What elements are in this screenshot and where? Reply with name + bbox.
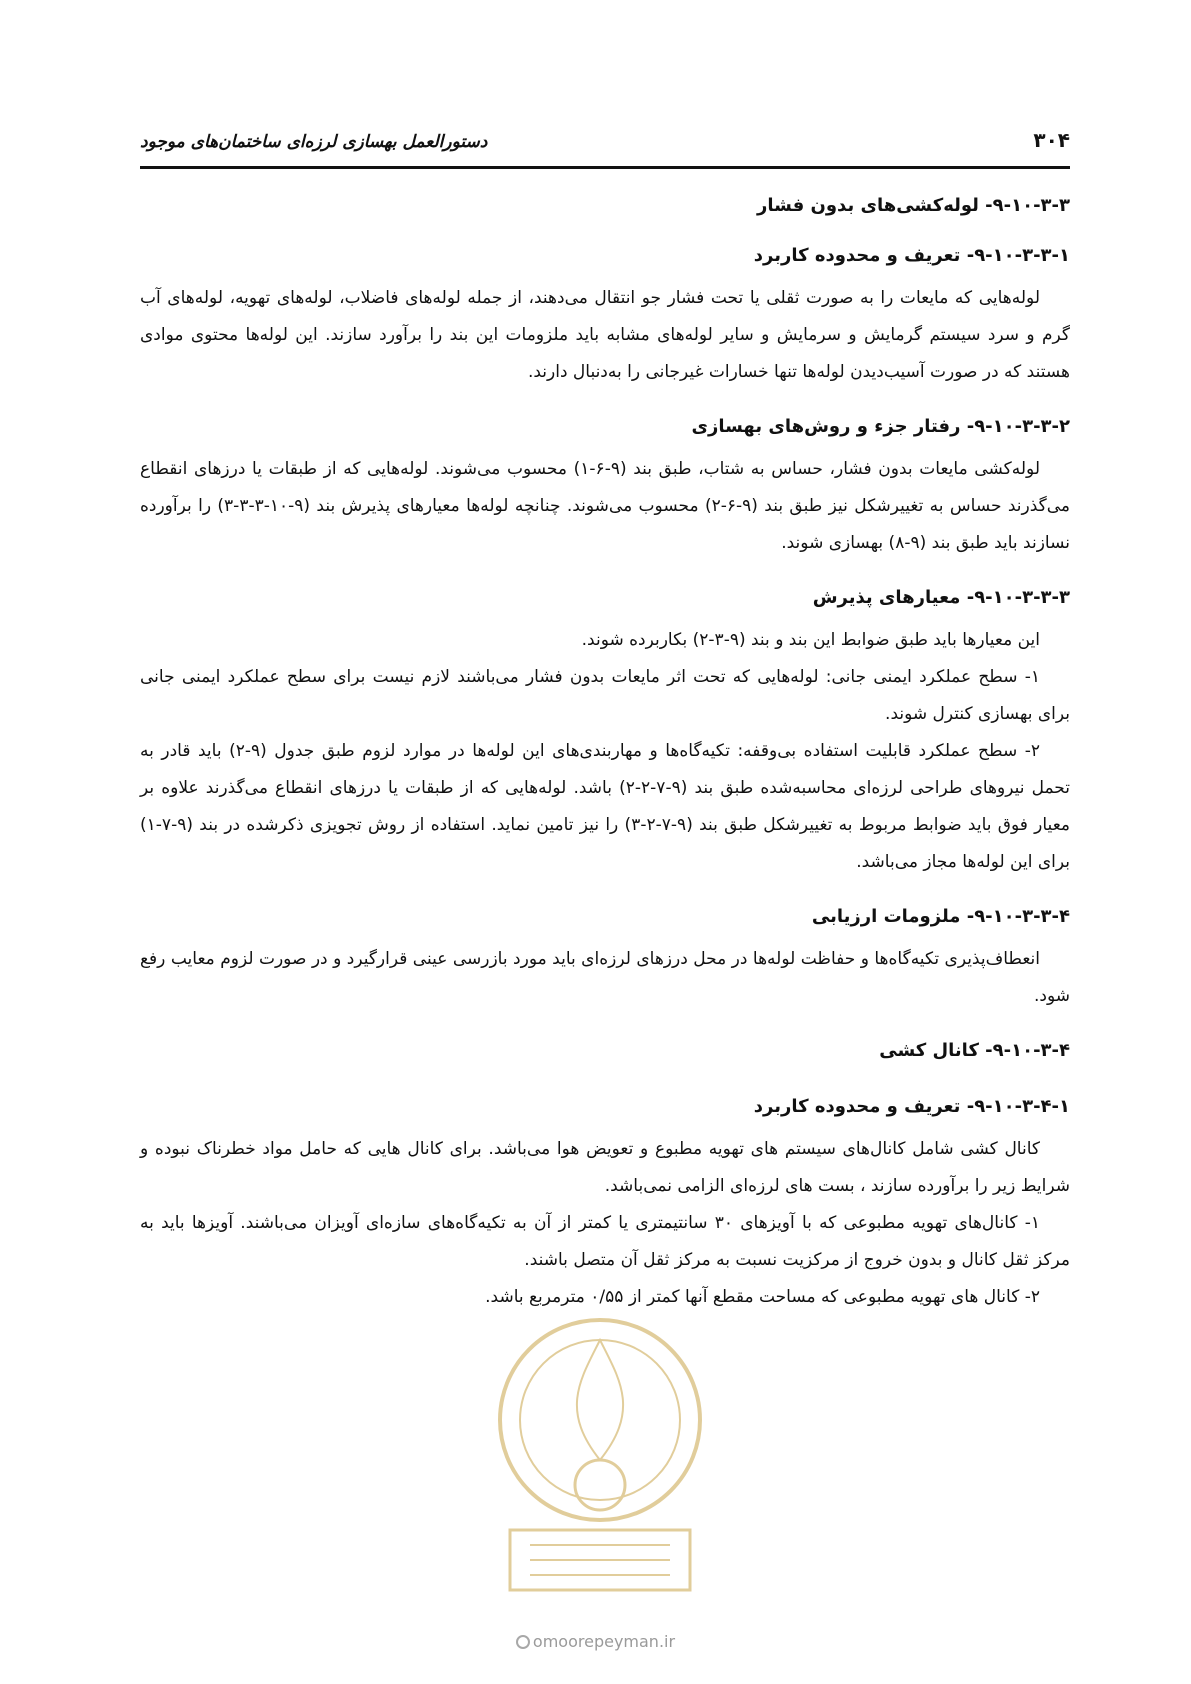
paragraph: لوله‌هایی که مایعات را به صورت ثقلی یا تحت فشار جو انتقال می‌دهند، از جمله لوله‌های فاضلاب، لوله‌های تهویه، لوله‌های آب گرم و سرد سیستم گرمایش و سرمایش و سایر لوله‌های مشابه باید ملزومات این بند را برآورد سازند. این لوله‌ها محتوی موادی هستند که در صورت آسیب‌دیدن لوله‌ها تنها خسارات غیرجانی را به‌دنبال دارند. bbox=[140, 288, 1070, 382]
paragraph: انعطاف‌پذیری تکیه‌گاه‌ها و حفاظت لوله‌ها در محل درزهای لرزه‌ای باید مورد بازرسی عینی قرارگیرد و در صورت لزوم معایب رفع شود. bbox=[140, 949, 1070, 1006]
paragraph: ۱- سطح عملکرد ایمنی جانی: لوله‌هایی که تحت اثر مایعات بدون فشار می‌باشند لازم نیست برای سطح عملکرد ایمنی جانی برای بهسازی کنترل شوند. bbox=[140, 667, 1070, 724]
paragraph: این معیارها باید طبق ضوابط این بند و بند (۹-۳-۲) بکاربرده شوند. bbox=[581, 630, 1040, 650]
running-title: دستورالعمل بهسازی لرزه‌ای ساختمان‌های موجود bbox=[140, 132, 488, 152]
section-heading: ۹-۱۰-۳-۴-۱- تعریف و محدوده کاربرد bbox=[753, 1096, 1070, 1117]
at-sign-icon bbox=[516, 1635, 530, 1649]
paragraph: ۱- کانال‌های تهویه مطبوعی که با آویزهای ۳۰ سانتیمتری یا کمتر از آن به تکیه‌گاه‌های سازه‌ای آویزان می‌باشند. آویزها باید به مرکز ثقل کانال و بدون خروج از مرکزیت نسبت به مرکز ثقل آن متصل باشند. bbox=[140, 1213, 1070, 1270]
section-ductwork-definition bbox=[140, 1087, 1070, 1316]
section-heading: ۹-۱۰-۳-۳- لوله‌کشی‌های بدون فشار bbox=[757, 195, 1070, 216]
paragraph: کانال کشی شامل کانال‌های سیستم های تهویه مطبوع و تعویض هوا می‌باشد. برای کانال هایی که حامل مواد خطرناک نبوده و شرایط زیر را برآورده سازند ، بست های لرزه‌ای الزامی نمی‌باشد. bbox=[140, 1139, 1070, 1196]
section-ductwork bbox=[140, 1031, 1070, 1071]
footer-website bbox=[0, 1632, 1191, 1651]
section-heading: ۹-۱۰-۳-۴- کانال کشی bbox=[879, 1040, 1070, 1061]
section-heading: ۹-۱۰-۳-۳-۳- معیارهای پذیرش bbox=[812, 587, 1070, 608]
paragraph: لوله‌کشی مایعات بدون فشار، حساس به شتاب، طبق بند (۹-۶-۱) محسوب می‌شوند. لوله‌هایی که از طبقات یا درزهای انقطاع می‌گذرند حساس به تغییرشکل نیز طبق بند (۹-۶-۲) محسوب می‌شوند. چنانچه لوله‌ها معیارهای پذیرش بند (۹-۱۰-۳-۳-۳) را برآورده نسازند باید طبق بند (۹-۸) بهسازی شوند. bbox=[140, 459, 1071, 553]
page-header bbox=[140, 128, 1070, 168]
paragraph: ۲- سطح عملکرد قابلیت استفاده بی‌وقفه: تکیه‌گاه‌ها و مهاربندی‌های این لوله‌ها در موارد لزوم طبق جدول (۹-۲) باید قادر به تحمل نیروهای طراحی لرزه‌ای محاسبه‌شده طبق بند (۹-۷-۲-۲) باشد. لوله‌هایی که از طبقات یا درزهای انقطاع می‌گذرند علاوه بر معیار فوق باید ضوابط مربوط به تغییرشکل طبق بند (۹-۷-۲-۳) را نیز تامین نماید. استفاده از روش تجویزی ذکرشده در بند (۹-۷-۱) برای این لوله‌ها مجاز می‌باشد. bbox=[140, 741, 1070, 872]
section-heading: ۹-۱۰-۳-۳-۱- تعریف و محدوده کاربرد bbox=[753, 245, 1070, 266]
section-evaluation-requirements bbox=[140, 897, 1070, 1015]
paragraph: ۲- کانال های تهویه مطبوعی که مساحت مقطع آنها کمتر از ۰/۵۵ مترمربع باشد. bbox=[485, 1287, 1040, 1307]
website-label: omoorepeyman.ir bbox=[532, 1632, 676, 1651]
section-heading: ۹-۱۰-۳-۳-۲- رفتار جزء و روش‌های بهسازی bbox=[691, 416, 1070, 437]
page-number: ۳۰۴ bbox=[1033, 128, 1070, 152]
header-rule bbox=[140, 166, 1070, 169]
section-definition-scope bbox=[140, 236, 1070, 391]
section-heading: ۹-۱۰-۳-۳-۴- ملزومات ارزیابی bbox=[811, 906, 1070, 927]
seal-logo-icon bbox=[470, 1300, 730, 1600]
document-body bbox=[140, 186, 1070, 1316]
section-acceptance-criteria bbox=[140, 578, 1070, 881]
section-component-behavior bbox=[140, 407, 1070, 562]
section-unpressurized-piping bbox=[140, 186, 1070, 226]
